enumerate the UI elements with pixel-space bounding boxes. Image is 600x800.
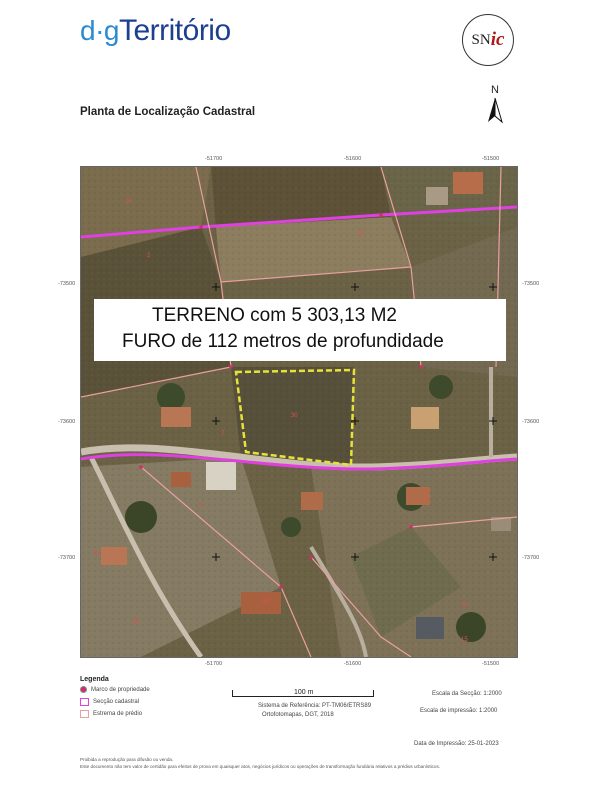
parcel-label: 7 (221, 431, 225, 437)
print-scale: Escala de impressão: 1:2000 (420, 708, 498, 714)
snic-logo: SN ic (462, 14, 514, 66)
coord-bottom-2: -51600 (344, 661, 362, 667)
coord-right-3: -73700 (522, 555, 540, 561)
parcel-label: 2 (147, 253, 151, 259)
coord-bottom-1: -51700 (205, 661, 223, 667)
building (426, 187, 448, 205)
plot-info-box (94, 299, 506, 361)
coord-right-1: -73500 (522, 281, 540, 287)
building (416, 617, 444, 639)
disclaimer-line-2: Este documento não tem valor de certidão para efeitos de prova em quaisquer atos, negócios jurídicos ou operações de transformação fundiária relativos a prédios urbanísticos. (80, 764, 441, 769)
coord-bottom-3: -51500 (482, 661, 500, 667)
coord-left-2: -73600 (58, 419, 76, 425)
coord-left-3: -73700 (58, 555, 76, 561)
well-depth-text: FURO de 112 metros de profundidade (122, 331, 444, 352)
legend-item-parcel: Estrema de prédio (80, 710, 142, 718)
legend-item-marker: Marco de propriedade (80, 686, 150, 693)
parcel-label: 70 (461, 603, 468, 609)
reference-system: Sistema de Referência: PT-TM06/ETRS89 (258, 703, 372, 709)
building (206, 462, 236, 490)
disclaimer-line-1: Proibida a reprodução para difusão ou venda. (80, 757, 174, 762)
aerial-photo (81, 167, 517, 657)
building (406, 487, 430, 505)
building (101, 547, 127, 565)
cadastral-map[interactable] (80, 166, 518, 658)
coord-right-2: -73600 (522, 419, 540, 425)
legend-title: Legenda (80, 676, 109, 683)
page-title: Planta de Localização Cadastral (80, 106, 256, 118)
section-scale: Escala da Secção: 1:2000 (432, 691, 502, 697)
coord-top-1: -51700 (205, 156, 223, 162)
building (161, 407, 191, 427)
section-swatch-icon (80, 698, 89, 706)
parcel-label: 6 (199, 503, 203, 509)
parcel-label: 18 (125, 199, 132, 205)
orthophoto-source: Ortofotomapas, DGT, 2018 (262, 712, 334, 718)
coord-left-1: -73500 (58, 281, 76, 287)
parcel-label: 15 (461, 637, 468, 643)
building (453, 172, 483, 194)
parcel-label: 30 (291, 413, 298, 419)
marker-icon (80, 686, 87, 693)
coord-top-2: -51600 (344, 156, 362, 162)
parcel-label: 65 (133, 619, 140, 625)
building (301, 492, 323, 510)
building (241, 592, 281, 614)
dgterritorio-logo: d·gTerritório (80, 14, 231, 47)
plot-area-text: TERRENO com 5 303,13 M2 (152, 305, 397, 326)
scale-bar-label: 100 m (294, 689, 314, 696)
parcel-label: 44 (93, 551, 100, 557)
north-arrow-icon: N (484, 84, 506, 131)
building (171, 472, 191, 487)
building (411, 407, 439, 429)
print-date: Data de Impressão: 25-01-2023 (414, 741, 499, 747)
parcel-label: 83 (263, 599, 270, 605)
coord-top-3: -51500 (482, 156, 500, 162)
parcel-label: 13 (357, 231, 364, 237)
legend-item-section: Secção cadastral (80, 698, 139, 706)
parcel-swatch-icon (80, 710, 89, 718)
